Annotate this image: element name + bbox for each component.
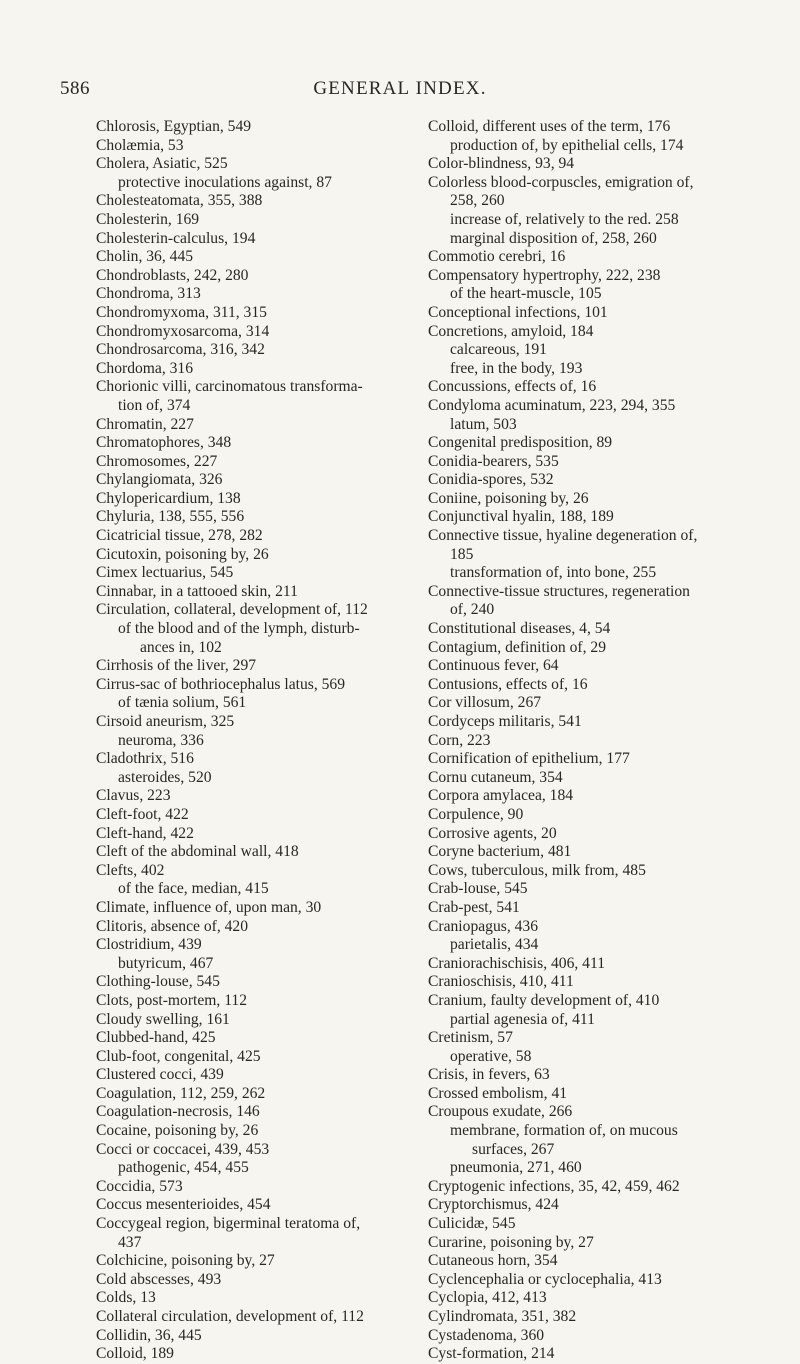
index-entry [428,118,746,137]
index-entry-line: partial agenesia of, 411 [450,1010,595,1028]
index-entry-line: Connective-tissue structures, regeneration [428,582,690,600]
index-entry [428,397,746,434]
index-entry [96,601,414,620]
index-entry-line: Clots, post-mortem, 112 [96,991,248,1009]
index-entry-line: Chyluria, 138, 555, 556 [96,508,245,526]
index-entry-line: Cirsoid aneurism, 325 [96,713,235,730]
index-subentry [96,955,414,974]
index-entry-line: Circulation, collateral, development of, 112 [96,601,368,619]
index-entry [96,471,414,490]
index-entry [428,992,746,1011]
index-entry-line: Cylindromata, 351, 382 [428,1308,577,1325]
index-entry-line: Cordyceps militaris, 541 [428,713,582,730]
index-entry-line: Chondroma, 313 [96,285,201,303]
index-entry-line: Constitutional diseases, 4, 54 [428,620,611,638]
index-entry [428,918,746,937]
index-entry [96,1048,414,1067]
index-entry [96,118,414,137]
index-entry-line: asteroides, 520 [118,768,212,786]
index-entry-line: Cholesterin-calculus, 194 [96,229,256,247]
index-entry-line: Clustered cocci, 439 [96,1066,224,1084]
index-entry [96,899,414,918]
index-entry [428,1029,746,1048]
index-entry [428,1215,746,1234]
index-entry [96,155,414,174]
index-entry-line: production of, by epithelial cells, 174 [450,136,684,154]
index-entry-line: Concussions, effects of, 16 [428,378,597,396]
index-entry-line: Chondromyxosarcoma, 314 [96,322,270,340]
index-entry-line: Cyclencephalia or cyclocephalia, 413 [428,1270,662,1288]
index-subentry [96,1159,414,1178]
index-entry-line: ances in, 102 [140,638,222,656]
index-entry-line: butyricum, 467 [118,954,214,972]
index-entry-line: Corn, 223 [428,731,491,749]
index-entry-line: Cocci or coccacei, 439, 453 [96,1140,270,1158]
index-entry-line: Corrosive agents, 20 [428,824,557,842]
index-entry [428,880,746,899]
index-entry-line: Cholæmia, 53 [96,136,184,154]
index-entry-line: Cutaneous horn, 354 [428,1252,558,1270]
index-entry-line: operative, 58 [450,1047,532,1065]
index-subentry [428,137,746,156]
index-subentry [428,230,746,249]
index-entry-line: of tænia solium, 561 [118,694,247,712]
index-entry [428,583,746,620]
index-subentry [428,564,746,583]
index-entry-line: Condyloma acuminatum, 223, 294, 355 [428,396,676,414]
index-entry [428,248,746,267]
index-entry [96,137,414,156]
index-entry [96,583,414,602]
index-entry-line: Climate, influence of, upon man, 30 [96,898,322,916]
index-entry [428,862,746,881]
index-entry [96,1271,414,1290]
index-entry [428,843,746,862]
index-entry [96,1178,414,1197]
index-entry [96,248,414,267]
index-entry [428,378,746,397]
index-entry [96,1308,414,1327]
index-entry-line: membrane, formation of, on mucous [450,1122,678,1140]
page-header [0,78,800,102]
index-entry-line: Cimex lectuarius, 545 [96,564,234,582]
index-entry [96,713,414,732]
index-entry-line: of, 240 [450,601,495,619]
index-entry-line: Cholesterin, 169 [96,210,200,228]
index-entry [428,825,746,844]
index-entry-line: Cranioschisis, 410, 411 [428,973,574,991]
index-entry-line: Chordoma, 316 [96,359,194,377]
index-entry-line: Collateral circulation, development of, 112 [96,1308,364,1325]
index-entry-line: Cretinism, 57 [428,1029,513,1047]
index-entry-line: Colloid, 189 [96,1345,174,1363]
index-entry-line: Club-foot, congenital, 425 [96,1047,261,1065]
index-entry [96,1085,414,1104]
index-entry [428,713,746,732]
index-entry-line: Coniine, poisoning by, 26 [428,489,589,507]
index-entry [428,620,746,639]
index-entry-line: Colorless blood-corpuscles, emigration of, [428,173,694,191]
index-entry-line: Cinnabar, in a tattooed skin, 211 [96,582,298,600]
index-entry [428,676,746,695]
index-entry-line: Cryptorchismus, 424 [428,1196,559,1214]
index-entry [428,955,746,974]
index-entry-line: Culicidæ, 545 [428,1215,516,1233]
index-entry-line: tion of, 374 [118,396,191,414]
index-entry [96,323,414,342]
index-entry [96,230,414,249]
index-entry-line: Chondromyxoma, 311, 315 [96,303,267,321]
index-entry-line: Corpulence, 90 [428,805,524,823]
index-entry-line: marginal disposition of, 258, 260 [450,229,657,247]
index-entry-line: Curarine, poisoning by, 27 [428,1233,594,1251]
index-entry-line: surfaces, 267 [472,1140,555,1158]
index-entry-line: of the heart-muscle, 105 [450,285,602,303]
index-entry [428,490,746,509]
index-entry [428,434,746,453]
index-entry [96,806,414,825]
index-entry-line: Commotio cerebri, 16 [428,248,566,266]
index-entry [428,694,746,713]
index-entry-line: latum, 503 [450,415,517,433]
index-entry [96,1141,414,1160]
index-entry [96,360,414,379]
index-entry [428,1345,746,1364]
index-entry-line: Cloudy swelling, 161 [96,1010,230,1028]
index-entry [428,1103,746,1122]
index-entry-line: transformation of, into bone, 255 [450,564,657,582]
index-entry-line: Cranium, faulty development of, 410 [428,991,660,1009]
running-title: GENERAL INDEX. [313,78,487,99]
index-entry-line: Chlorosis, Egyptian, 549 [96,118,252,135]
index-entry [428,174,746,211]
index-entry-line: Cirrhosis of the liver, 297 [96,657,257,675]
index-entry-line: Coryne bacterium, 481 [428,843,572,861]
index-entry [96,341,414,360]
index-entry-line: neuroma, 336 [118,731,204,749]
index-entry-line: Compensatory hypertrophy, 222, 238 [428,266,661,284]
index-entry [428,323,746,342]
index-entry [428,508,746,527]
index-entry-line: Contusions, effects of, 16 [428,675,588,693]
index-entry-line: Cholesteatomata, 355, 388 [96,192,263,210]
index-entry [96,973,414,992]
index-entry-line: Cocaine, poisoning by, 26 [96,1122,259,1140]
index-entry [428,1289,746,1308]
index-column-right [428,118,746,1364]
index-entry-line: Cicutoxin, poisoning by, 26 [96,545,269,563]
index-entry-line: protective inoculations against, 87 [118,173,332,191]
index-entry-line: Conidia-bearers, 535 [428,452,559,470]
index-entry-line: Chromatin, 227 [96,415,194,433]
index-entry [428,732,746,751]
index-entry [428,769,746,788]
index-entry-line: Coccidia, 573 [96,1177,183,1195]
index-entry-line: Crab-louse, 545 [428,880,528,898]
index-entry [428,1327,746,1346]
page-number: 586 [60,78,90,99]
index-entry-line: Conceptional infections, 101 [428,303,608,321]
index-entry-line: Clubbed-hand, 425 [96,1029,216,1047]
index-entry [428,1271,746,1290]
index-entry-line: pneumonia, 271, 460 [450,1159,582,1177]
index-entry-line: Colchicine, poisoning by, 27 [96,1252,275,1270]
index-subentry [428,341,746,360]
index-entry [428,1085,746,1104]
index-entry-line: Clostridium, 439 [96,936,202,954]
index-entry-line: Cornu cutaneum, 354 [428,768,563,786]
index-subentry [96,880,414,899]
index-entry [96,825,414,844]
index-entry-line: Cleft-foot, 422 [96,805,189,823]
index-entry-line: Continuous fever, 64 [428,657,559,675]
index-entry-line: Chorionic villi, carcinomatous transforma- [96,378,363,396]
index-entry [428,1066,746,1085]
index-entry [96,192,414,211]
index-entry [96,1252,414,1271]
index-entry-line: Cows, tuberculous, milk from, 485 [428,861,646,879]
index-entry [428,1178,746,1197]
index-entry-line: Colloid, different uses of the term, 176 [428,118,671,135]
index-entry [428,639,746,658]
index-subentry [428,211,746,230]
index-subentry [428,1011,746,1030]
index-entry [96,1066,414,1085]
index-entry-line: Cystadenoma, 360 [428,1326,545,1344]
index-entry [428,471,746,490]
index-entry-line: Contagium, definition of, 29 [428,638,607,656]
index-entry-line: Cholin, 36, 445 [96,248,194,266]
index-entry [96,1029,414,1048]
index-entry-line: 258, 260 [450,192,505,210]
index-entry [428,787,746,806]
index-entry [96,211,414,230]
index-entry-line: Coagulation-necrosis, 146 [96,1103,260,1121]
index-entry [96,1215,414,1252]
index-entry [96,992,414,1011]
index-entry-line: Corpora amylacea, 184 [428,787,574,805]
index-entry-line: increase of, relatively to the red. 258 [450,210,679,228]
index-entry [96,843,414,862]
index-entry [96,1289,414,1308]
index-entry-line: Cleft-hand, 422 [96,824,194,842]
index-entry [428,1196,746,1215]
index-entry [96,750,414,769]
index-entry-line: Cleft of the abdominal wall, 418 [96,843,299,861]
index-subentry [96,620,414,657]
index-entry [428,973,746,992]
index-entry [428,304,746,323]
index-entry [428,1252,746,1271]
index-entry-line: Cryptogenic infections, 35, 42, 459, 462 [428,1177,680,1195]
index-entry [96,1327,414,1346]
index-subentry [96,732,414,751]
index-entry [428,267,746,304]
index-entry [96,1122,414,1141]
index-entry-line: Congenital predisposition, 89 [428,434,613,452]
index-entry-line: Conidia-spores, 532 [428,471,554,489]
index-entry-line: Color-blindness, 93, 94 [428,155,575,173]
index-entry-line: Chromosomes, 227 [96,452,218,470]
index-entry [96,918,414,937]
index-entry [96,546,414,565]
index-subentry [96,769,414,788]
index-entry [96,527,414,546]
index-entry-line: Cyst-formation, 214 [428,1345,555,1363]
index-entry-line: Chondrosarcoma, 316, 342 [96,341,265,359]
index-subentry [428,1122,746,1159]
index-entry-line: Chylopericardium, 138 [96,489,241,507]
index-entry-line: Chylangiomata, 326 [96,471,223,489]
index-entry [96,416,414,435]
index-entry [428,453,746,472]
index-entry [428,155,746,174]
index-entry-line: Conjunctival hyalin, 188, 189 [428,508,614,526]
index-entry-line: 185 [450,545,474,563]
index-column-left [96,118,414,1364]
index-entry [96,508,414,527]
index-entry [428,527,746,564]
index-entry-line: Coagulation, 112, 259, 262 [96,1084,266,1102]
index-subentry [428,936,746,955]
index-entry-line: Cyclopia, 412, 413 [428,1289,547,1307]
index-entry [428,806,746,825]
index-subentry [428,1159,746,1178]
index-entry-line: Clitoris, absence of, 420 [96,917,249,935]
index-entry-line: free, in the body, 193 [450,359,583,377]
index-entry [428,657,746,676]
index-entry-line: Coccus mesenterioides, 454 [96,1196,271,1214]
index-entry [96,1345,414,1364]
index-entry [428,1234,746,1253]
index-entry-line: Chondroblasts, 242, 280 [96,266,249,284]
index-entry-line: Cor villosum, 267 [428,694,542,712]
index-entry [428,899,746,918]
index-entry [96,787,414,806]
index-entry-line: Cicatricial tissue, 278, 282 [96,527,263,545]
index-entry-line: of the blood and of the lymph, disturb- [118,620,360,638]
index-entry-line: Cirrus-sac of bothriocephalus latus, 569 [96,675,346,693]
index-entry-line: Clothing-louse, 545 [96,973,220,991]
index-entry [96,564,414,583]
index-entry-line: Coccygeal region, bigerminal teratoma of, [96,1215,361,1233]
index-entry-line: Clavus, 223 [96,787,171,805]
index-entry-line: Clefts, 402 [96,861,165,879]
index-entry-line: Crossed embolism, 41 [428,1084,568,1102]
index-entry [96,378,414,415]
index-entry-line: Chromatophores, 348 [96,434,232,452]
index-entry [96,490,414,509]
index-entry-line: Craniorachischisis, 406, 411 [428,954,605,972]
index-entry-line: parietalis, 434 [450,936,539,954]
index-entry-line: Craniopagus, 436 [428,917,539,935]
index-entry [96,1011,414,1030]
index-entry-line: Croupous exudate, 266 [428,1103,573,1121]
index-entry-line: Concretions, amyloid, 184 [428,322,594,340]
index-entry [96,1103,414,1122]
index-entry [96,285,414,304]
index-entry-line: of the face, median, 415 [118,880,269,898]
index-entry-line: Cholera, Asiatic, 525 [96,155,228,173]
index-entry-line: 437 [118,1233,142,1251]
index-subentry [96,694,414,713]
index-entry-line: Crisis, in fevers, 63 [428,1066,550,1084]
index-entry-line: Cladothrix, 516 [96,750,194,768]
index-entry [96,936,414,955]
index-entry [96,676,414,695]
index-entry [96,434,414,453]
index-entry [428,750,746,769]
index-entry [96,862,414,881]
index-entry [96,453,414,472]
index-entry [96,267,414,286]
index-subentry [96,174,414,193]
index-entry [96,657,414,676]
index-entry-line: Cold abscesses, 493 [96,1270,222,1288]
index-entry-line: Cornification of epithelium, 177 [428,750,630,768]
index-entry-line: Connective tissue, hyaline degeneration of, [428,527,698,545]
index-entry-line: Crab-pest, 541 [428,898,520,916]
index-entry [96,304,414,323]
index-entry-line: Collidin, 36, 445 [96,1326,202,1344]
index-entry [96,1196,414,1215]
index-entry-line: calcareous, 191 [450,341,547,359]
index-subentry [428,360,746,379]
index-entry-line: Colds, 13 [96,1289,156,1307]
index-entry-line: pathogenic, 454, 455 [118,1159,249,1177]
index-entry [428,1308,746,1327]
index-subentry [428,1048,746,1067]
